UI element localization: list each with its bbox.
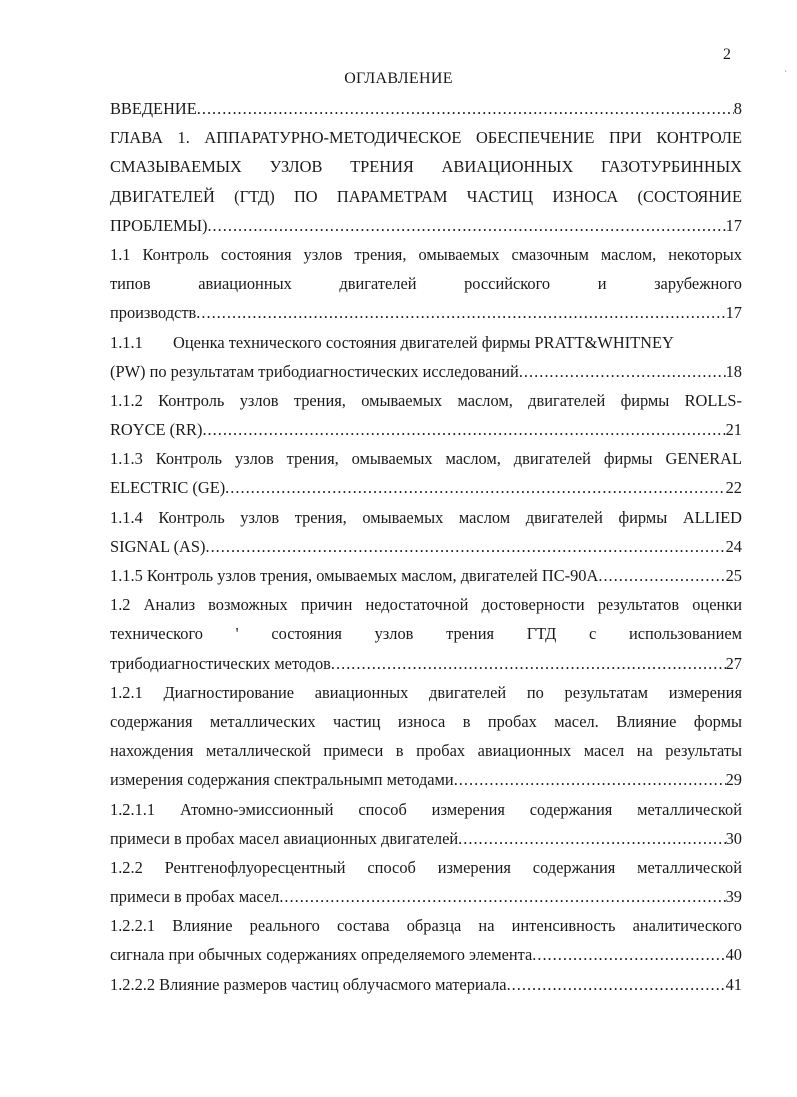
dot-leader: [507, 970, 726, 999]
toc-line: содержания металлических частиц износа в пробах масел. Влияние формы: [110, 711, 742, 731]
section-number: 1.1.1: [110, 332, 143, 352]
dot-leader: [205, 532, 725, 561]
toc-line: 1.2.2.1 Влияние реального состава образца на интенсивность аналитического: [110, 916, 742, 936]
dot-leader: [532, 940, 725, 969]
toc-entry-title: 1.2.2.2 Влияние размеров частиц облучасмого материала: [110, 974, 507, 994]
dot-leader: [598, 561, 725, 590]
toc-entry-page: 17: [725, 215, 742, 235]
dot-leader: [331, 649, 726, 678]
dot-leader: [197, 94, 734, 123]
toc-entry-page: 27: [725, 653, 742, 673]
toc-entry[interactable]: [110, 532, 742, 561]
page-number: 2: [723, 46, 731, 63]
toc-line: технического ' состояния узлов трения ГТД с использованием: [110, 624, 742, 644]
toc-entry-title: примеси в пробах масел: [110, 887, 280, 907]
toc-entry[interactable]: [110, 94, 742, 123]
toc-entry-page: 40: [725, 945, 742, 965]
dot-leader: [519, 357, 726, 386]
toc-entry-page: 18: [725, 361, 742, 381]
toc-entry-page: 25: [725, 566, 742, 585]
toc-entry-title: SIGNAL (AS): [110, 536, 206, 556]
toc-entry-page: 21: [725, 420, 742, 440]
dot-leader: [279, 882, 725, 911]
toc-entry-page: 30: [725, 828, 742, 848]
toc-entry[interactable]: [110, 649, 742, 678]
toc-entry-page: 8: [733, 99, 742, 118]
toc-line: СМАЗЫВАЕМЫХ УЗЛОВ ТРЕНИЯ АВИАЦИОННЫХ ГАЗОТУРБИННЫХ: [110, 157, 742, 177]
toc-entry-page: 24: [725, 536, 742, 556]
toc-line: 1.2.2 Рентгенофлуоресцентный способ измерения содержания металлической: [110, 857, 742, 877]
toc-entry[interactable]: [110, 561, 742, 590]
toc-entry-title: (PW) по результатам трибодиагностических исследований: [110, 361, 519, 381]
toc-entry-title: сигнала при обычных содержаниях определяемого элемента: [110, 945, 533, 965]
toc-entry-title: ROYCE (RR): [110, 420, 203, 440]
toc-entry-title: примеси в пробах масел авиационных двигателей: [110, 828, 459, 848]
toc-line: ГЛАВА 1. АППАРАТУРНО-МЕТОДИЧЕСКОЕ ОБЕСПЕЧЕНИЕ ПРИ КОНТРОЛЕ: [110, 128, 742, 148]
toc-line: ДВИГАТЕЛЕЙ (ГТД) ПО ПАРАМЕТРАМ ЧАСТИЦ ИЗНОСА (СОСТОЯНИЕ: [110, 186, 742, 206]
toc-line: [110, 328, 742, 357]
toc-entry[interactable]: [110, 211, 742, 240]
toc-entry-page: 39: [725, 887, 742, 907]
toc-entry[interactable]: [110, 940, 742, 969]
section-title: Оценка технического состояния двигателей фирмы PRATT&WHITNEY: [173, 332, 674, 352]
toc-entry-title: ВВЕДЕНИЕ: [110, 99, 197, 118]
dot-leader: [458, 824, 725, 853]
dot-leader: [207, 211, 725, 240]
toc-entry-title: ПРОБЛЕМЫ): [110, 215, 208, 235]
toc-entry[interactable]: [110, 765, 742, 794]
toc-entry-title: 1.1.5 Контроль узлов трения, омываемых маслом, двигателей ПС-90А: [110, 566, 599, 585]
toc-line: типов авиационных двигателей российского и зарубежного: [110, 274, 742, 294]
toc-line: 1.2 Анализ возможных причин недостаточной достоверности результатов оценки: [110, 595, 742, 615]
toc-entry[interactable]: [110, 824, 742, 853]
toc-entry-page: 29: [725, 770, 742, 790]
dot-leader: [196, 298, 725, 327]
toc-entry[interactable]: [110, 298, 742, 327]
toc-line: 1.1.4 Контроль узлов трения, омываемых маслом двигателей фирмы ALLIED: [110, 507, 742, 527]
toc-line: 1.1.3 Контроль узлов трения, омываемых маслом, двигателей фирмы GENERAL: [110, 449, 742, 469]
toc-entry[interactable]: [110, 882, 742, 911]
toc-entry-page: 17: [725, 303, 742, 323]
toc-entry-title: ELECTRIC (GE): [110, 478, 226, 498]
toc-line: 1.2.1 Диагностирование авиационных двигателей по результатам измерения: [110, 682, 742, 702]
toc-entry-page: 22: [725, 478, 742, 498]
toc-entry[interactable]: [110, 473, 742, 502]
toc-entry-title: производств: [110, 303, 197, 323]
toc-line: нахождения металлической примеси в пробах авиационных масел на результаты: [110, 741, 742, 761]
dot-leader: [202, 415, 725, 444]
toc-entry-title: измерения содержания спектральнымп методами: [110, 770, 454, 790]
toc-entry[interactable]: [110, 415, 742, 444]
toc-entry-page: 41: [725, 974, 742, 994]
toc-entry-title: трибодиагностических методов: [110, 653, 331, 673]
dot-leader: [454, 765, 726, 794]
toc-heading: ОГЛАВЛЕНИЕ: [344, 70, 453, 87]
scan-mark: ˎ: [784, 62, 787, 72]
toc-line: 1.2.1.1 Атомно-эмиссионный способ измерения содержания металлической: [110, 799, 742, 819]
toc-entry[interactable]: [110, 970, 742, 999]
toc-line: 1.1.2 Контроль узлов трения, омываемых маслом, двигателей фирмы ROLLS-: [110, 390, 742, 410]
toc-entry[interactable]: [110, 357, 742, 386]
toc-line: 1.1 Контроль состояния узлов трения, омываемых смазочным маслом, некоторых: [110, 244, 742, 264]
dot-leader: [225, 473, 725, 502]
table-of-contents: [110, 94, 742, 999]
